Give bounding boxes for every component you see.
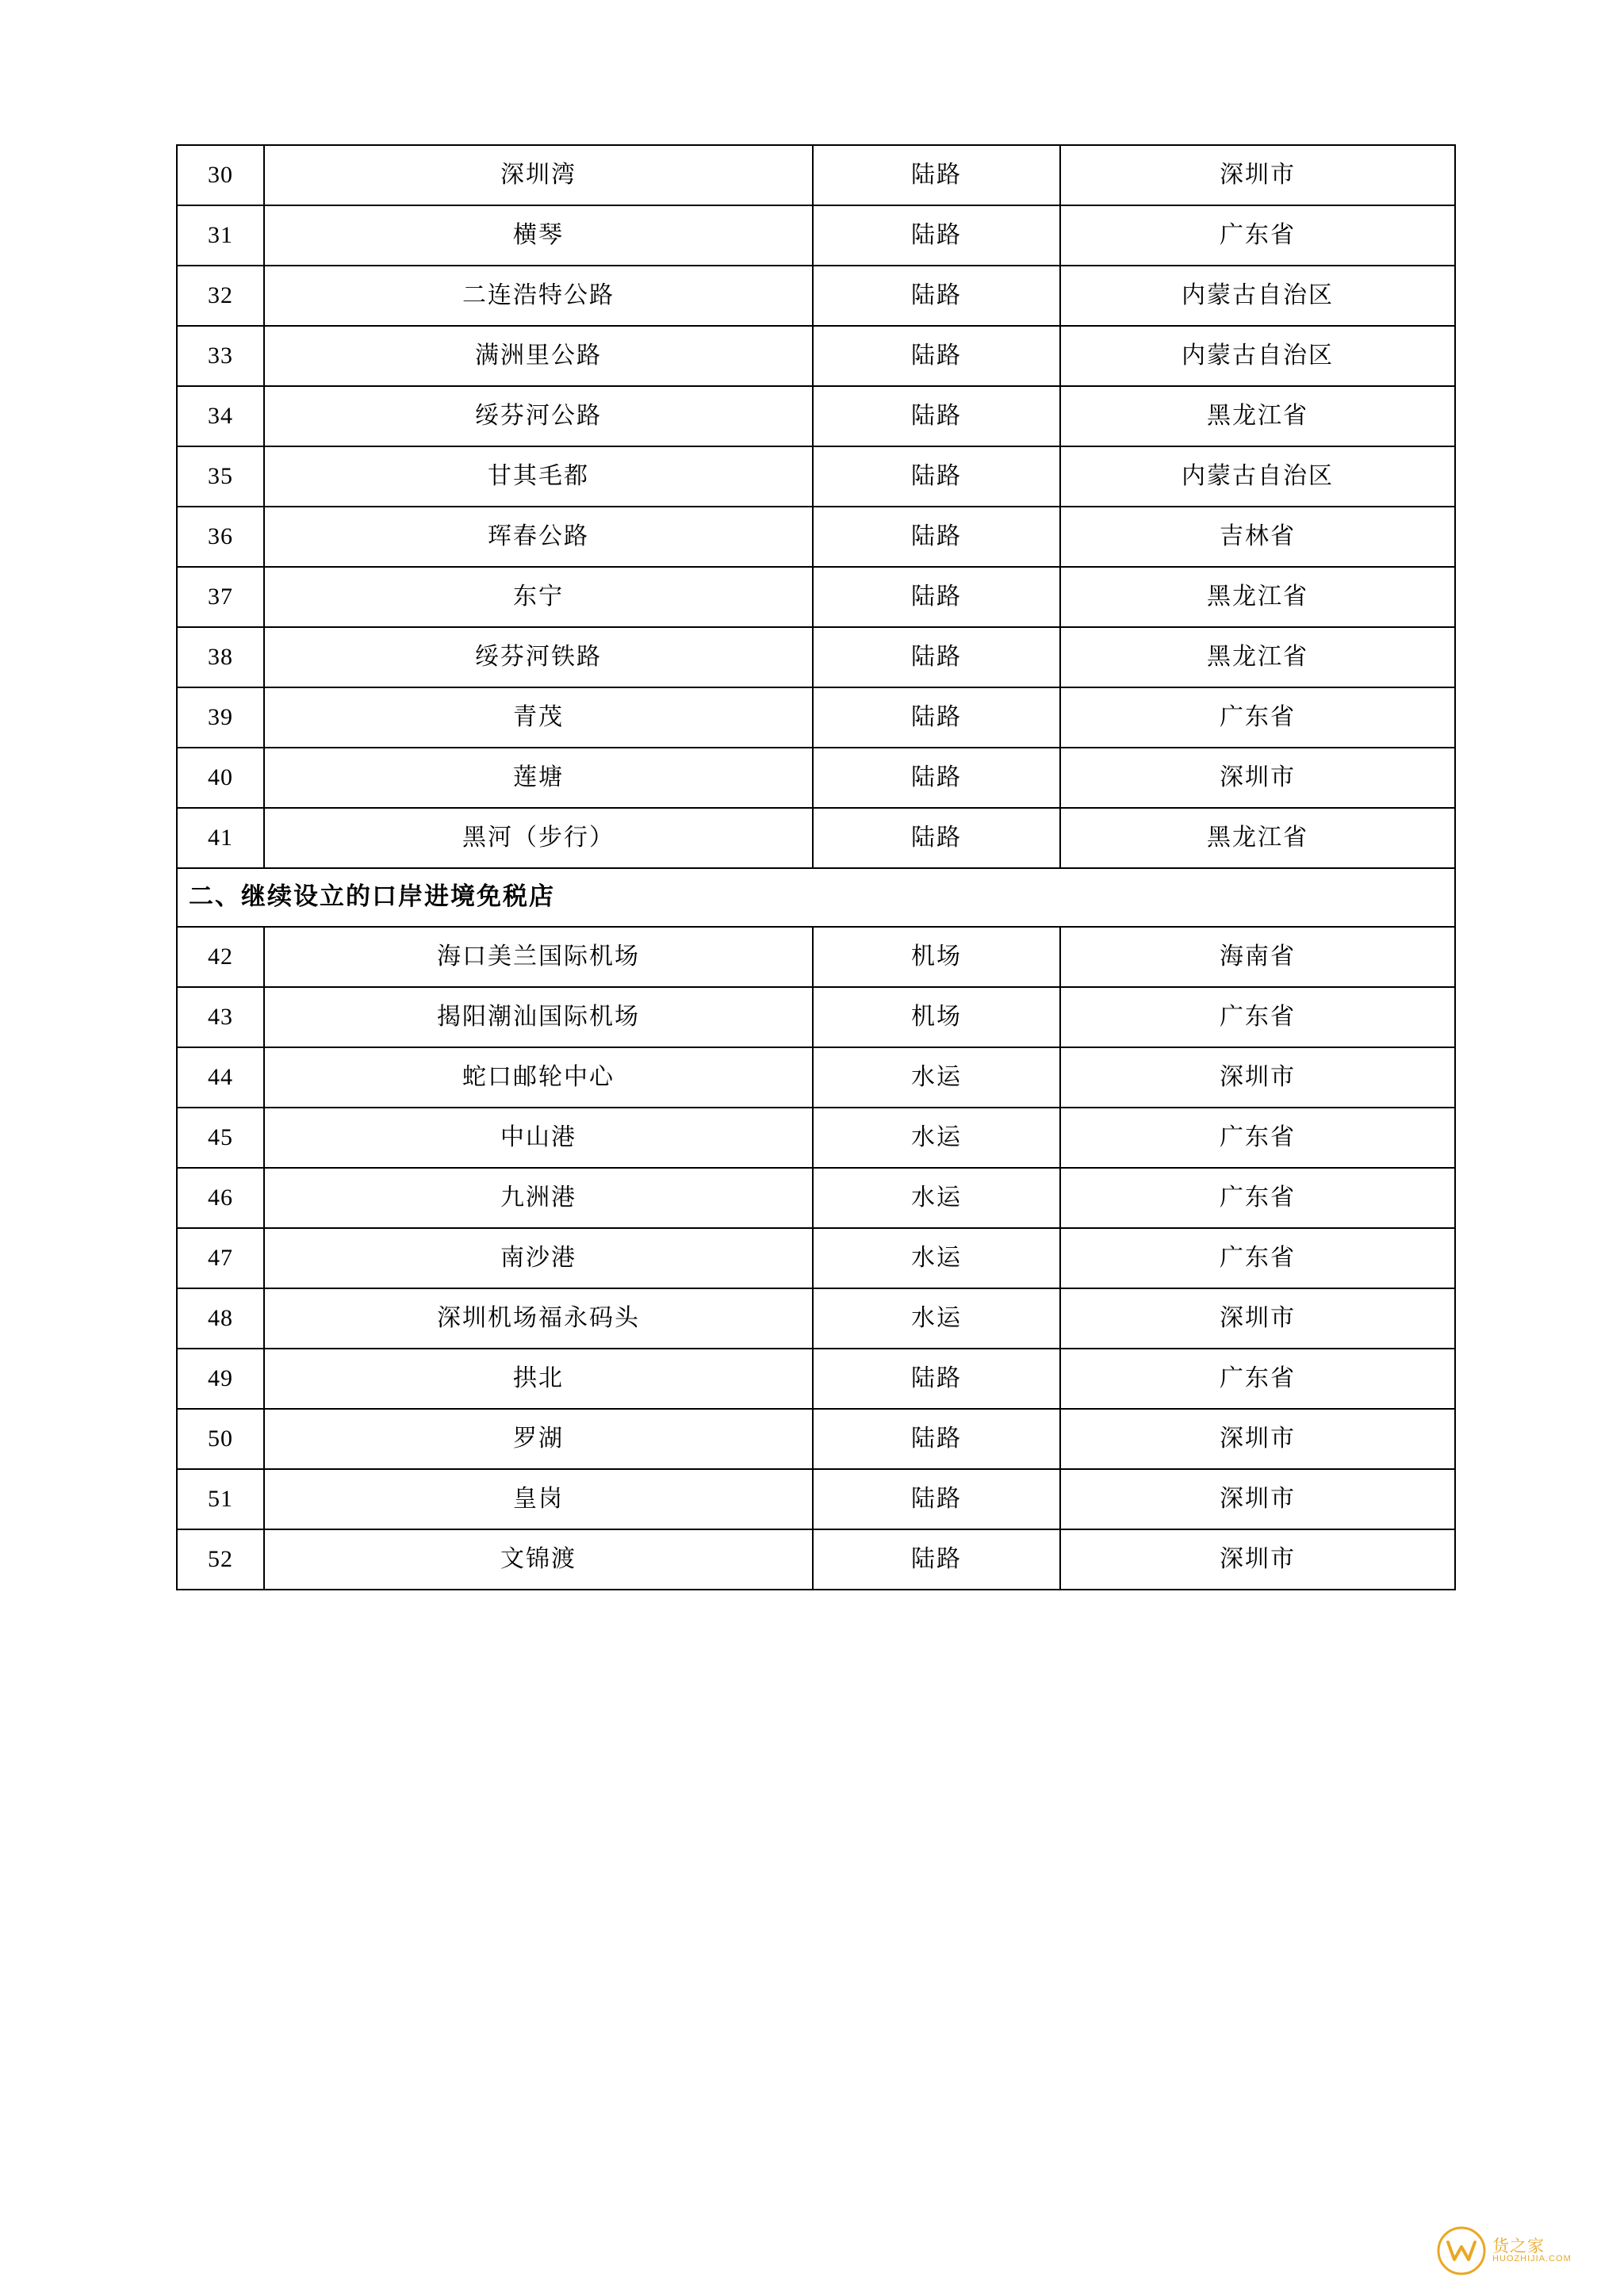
port-location: 广东省 — [1060, 1228, 1455, 1288]
table-row — [177, 927, 1455, 987]
port-type: 机场 — [813, 987, 1060, 1047]
port-name: 皇岗 — [264, 1469, 813, 1529]
port-name: 南沙港 — [264, 1228, 813, 1288]
port-name: 二连浩特公路 — [264, 266, 813, 326]
watermark-title: 货之家 — [1492, 2237, 1545, 2256]
port-name: 绥芬河铁路 — [264, 627, 813, 687]
port-type: 陆路 — [813, 567, 1060, 627]
row-number: 48 — [177, 1288, 264, 1349]
port-location: 内蒙古自治区 — [1060, 326, 1455, 386]
row-number: 50 — [177, 1409, 264, 1469]
port-name: 中山港 — [264, 1108, 813, 1168]
port-location: 黑龙江省 — [1060, 386, 1455, 446]
port-name: 深圳机场福永码头 — [264, 1288, 813, 1349]
table-row — [177, 1349, 1455, 1409]
port-type: 陆路 — [813, 507, 1060, 567]
port-type: 水运 — [813, 1108, 1060, 1168]
port-type: 陆路 — [813, 748, 1060, 808]
port-type: 机场 — [813, 927, 1060, 987]
port-location: 广东省 — [1060, 1349, 1455, 1409]
port-name: 揭阳潮汕国际机场 — [264, 987, 813, 1047]
row-number: 33 — [177, 326, 264, 386]
port-type: 陆路 — [813, 1409, 1060, 1469]
port-location: 广东省 — [1060, 987, 1455, 1047]
port-name: 莲塘 — [264, 748, 813, 808]
port-name: 罗湖 — [264, 1409, 813, 1469]
table-row — [177, 266, 1455, 326]
table-row — [177, 808, 1455, 868]
table-row — [177, 687, 1455, 748]
port-location: 深圳市 — [1060, 145, 1455, 205]
row-number: 44 — [177, 1047, 264, 1108]
port-location: 深圳市 — [1060, 1288, 1455, 1349]
table-row — [177, 987, 1455, 1047]
row-number: 51 — [177, 1469, 264, 1529]
port-name: 东宁 — [264, 567, 813, 627]
port-name: 蛇口邮轮中心 — [264, 1047, 813, 1108]
table-row — [177, 1168, 1455, 1228]
port-type: 陆路 — [813, 205, 1060, 266]
port-type: 陆路 — [813, 627, 1060, 687]
port-location: 深圳市 — [1060, 1529, 1455, 1590]
port-location: 黑龙江省 — [1060, 627, 1455, 687]
port-location: 深圳市 — [1060, 748, 1455, 808]
port-name: 黑河（步行） — [264, 808, 813, 868]
port-name: 九洲港 — [264, 1168, 813, 1228]
table-row — [177, 1108, 1455, 1168]
port-location: 深圳市 — [1060, 1409, 1455, 1469]
port-name: 横琴 — [264, 205, 813, 266]
port-name: 青茂 — [264, 687, 813, 748]
row-number: 52 — [177, 1529, 264, 1590]
port-type: 陆路 — [813, 1349, 1060, 1409]
table-section-heading-row — [177, 868, 1455, 927]
port-location: 广东省 — [1060, 687, 1455, 748]
port-name: 文锦渡 — [264, 1529, 813, 1590]
port-type: 陆路 — [813, 386, 1060, 446]
table-row — [177, 446, 1455, 507]
port-type: 水运 — [813, 1288, 1060, 1349]
port-location: 深圳市 — [1060, 1047, 1455, 1108]
port-location: 广东省 — [1060, 1168, 1455, 1228]
table-row — [177, 1228, 1455, 1288]
row-number: 35 — [177, 446, 264, 507]
table-row — [177, 627, 1455, 687]
row-number: 47 — [177, 1228, 264, 1288]
table-row — [177, 748, 1455, 808]
port-type: 陆路 — [813, 687, 1060, 748]
table-row — [177, 1409, 1455, 1469]
port-type: 陆路 — [813, 145, 1060, 205]
port-name: 海口美兰国际机场 — [264, 927, 813, 987]
port-name: 甘其毛都 — [264, 446, 813, 507]
table-row — [177, 145, 1455, 205]
port-type: 陆路 — [813, 446, 1060, 507]
port-location: 吉林省 — [1060, 507, 1455, 567]
row-number: 39 — [177, 687, 264, 748]
row-number: 36 — [177, 507, 264, 567]
row-number: 30 — [177, 145, 264, 205]
table-body — [177, 145, 1455, 1590]
row-number: 37 — [177, 567, 264, 627]
table-row — [177, 1529, 1455, 1590]
port-name: 绥芬河公路 — [264, 386, 813, 446]
port-location: 海南省 — [1060, 927, 1455, 987]
row-number: 32 — [177, 266, 264, 326]
port-name: 拱北 — [264, 1349, 813, 1409]
watermark-subtitle: HUOZHIJIA.COM — [1492, 2254, 1572, 2264]
section-title: 二、继续设立的口岸进境免税店 — [177, 868, 1455, 927]
port-duty-free-table — [176, 144, 1456, 1590]
row-number: 42 — [177, 927, 264, 987]
port-type: 水运 — [813, 1168, 1060, 1228]
table-row — [177, 507, 1455, 567]
port-type: 陆路 — [813, 266, 1060, 326]
port-location: 广东省 — [1060, 1108, 1455, 1168]
row-number: 49 — [177, 1349, 264, 1409]
table-row — [177, 1047, 1455, 1108]
port-location: 内蒙古自治区 — [1060, 266, 1455, 326]
table-row — [177, 1469, 1455, 1529]
watermark-logo-icon — [1437, 2226, 1486, 2275]
site-watermark — [1437, 2223, 1603, 2279]
row-number: 41 — [177, 808, 264, 868]
row-number: 46 — [177, 1168, 264, 1228]
port-type: 陆路 — [813, 326, 1060, 386]
port-type: 水运 — [813, 1228, 1060, 1288]
table-row — [177, 326, 1455, 386]
port-location: 广东省 — [1060, 205, 1455, 266]
row-number: 43 — [177, 987, 264, 1047]
port-location: 黑龙江省 — [1060, 567, 1455, 627]
port-location: 深圳市 — [1060, 1469, 1455, 1529]
table-row — [177, 205, 1455, 266]
table-row — [177, 567, 1455, 627]
row-number: 34 — [177, 386, 264, 446]
port-type: 陆路 — [813, 1529, 1060, 1590]
port-type: 水运 — [813, 1047, 1060, 1108]
port-type: 陆路 — [813, 808, 1060, 868]
table-row — [177, 386, 1455, 446]
watermark-text — [1492, 2237, 1572, 2264]
row-number: 38 — [177, 627, 264, 687]
port-name: 珲春公路 — [264, 507, 813, 567]
table-row — [177, 1288, 1455, 1349]
port-name: 深圳湾 — [264, 145, 813, 205]
port-location: 内蒙古自治区 — [1060, 446, 1455, 507]
port-name: 满洲里公路 — [264, 326, 813, 386]
port-location: 黑龙江省 — [1060, 808, 1455, 868]
row-number: 45 — [177, 1108, 264, 1168]
row-number: 31 — [177, 205, 264, 266]
port-type: 陆路 — [813, 1469, 1060, 1529]
row-number: 40 — [177, 748, 264, 808]
